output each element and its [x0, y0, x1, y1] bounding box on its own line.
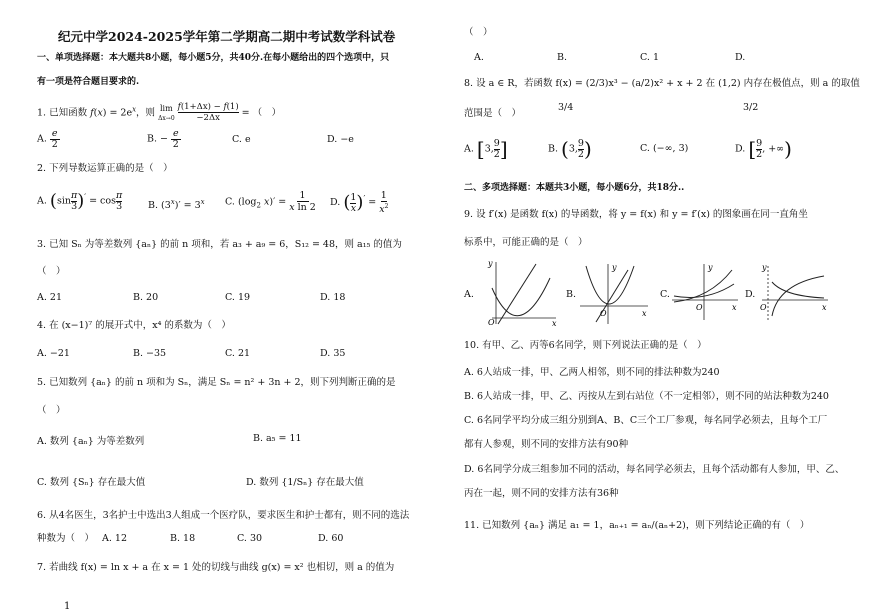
page-title: 纪元中学2024-2025学年第二学期高二期中考试数学科试卷	[58, 29, 396, 44]
q3-paren: （ ）	[37, 266, 66, 277]
q9-line1: 9. 设 f′(x) 是函数 f(x) 的导函数，将 y = f(x) 和 y = f′(x) 的图象画在同一直角坐	[464, 209, 808, 220]
q4-option-c[interactable]: C. 21	[225, 348, 251, 359]
q10-option-c-line2: 都有人参观，则不同的安排方法有90种	[464, 439, 629, 450]
q5-option-a[interactable]: A. 数列 {aₙ} 为等差数列	[37, 436, 145, 447]
q2-option-d[interactable]: D. $(\frac{1}{x})' = 1$ $x^2$	[330, 190, 389, 216]
q10-option-c-line1[interactable]: C. 6名同学平均分成三组分别到A、B、C三个工厂参观，每名同学必须去，且每个工厂	[464, 415, 828, 426]
q10-stem: 10. 有甲、乙、丙等6名同学，则下列说法正确的是（ ）	[464, 340, 707, 351]
q1-option-a[interactable]: A. e 2	[37, 128, 58, 150]
q6-option-b[interactable]: B. 18	[170, 533, 196, 544]
q3-option-a[interactable]: A. 21	[37, 292, 62, 303]
q7-option-c[interactable]: C. 1	[640, 52, 660, 63]
q9-option-c-label[interactable]: C.	[660, 289, 670, 300]
q4-option-b[interactable]: B. −35	[133, 348, 167, 359]
q8-float-fraction-1: 3/4	[558, 102, 574, 113]
q9-d-x-label: x	[822, 303, 827, 312]
q9-a-origin: O	[488, 318, 495, 327]
q9-d-origin: O	[760, 303, 767, 312]
q5-option-b[interactable]: B. a₅ = 11	[253, 433, 302, 444]
q11-stem: 11. 已知数列 {aₙ} 满足 a₁ = 1，aₙ₊₁ = aₙ/(aₙ+2)，则下列结论正确的有（ ）	[464, 520, 810, 531]
q6-line2: 种数为（ ）	[37, 533, 95, 544]
q9-d-y-label: y	[762, 263, 767, 272]
q2-option-b[interactable]: B. $(3^x)' = 3^x$	[148, 198, 205, 212]
q3-option-b[interactable]: B. 20	[133, 292, 159, 303]
q5-option-c[interactable]: C. 数列 {Sₙ} 存在最大值	[37, 477, 146, 488]
q9-graph-b[interactable]	[578, 262, 650, 326]
q5-stem: 5. 已知数列 {aₙ} 的前 n 项和为 Sₙ，满足 Sₙ = n² + 3n + 2，则下列判断正确的是	[37, 377, 396, 388]
q10-option-a[interactable]: A. 6人站成一排，甲、乙两人相邻，则不同的排法种数为240	[464, 367, 720, 378]
q2-option-a[interactable]: A. (sinπ 3)′ = cosπ 3	[37, 190, 123, 212]
q2-option-c[interactable]: C. ($\log_2$ x)′ = 1 x ln 2	[225, 190, 316, 213]
q9-option-a-label[interactable]: A.	[464, 289, 474, 300]
q9-c-origin: O	[696, 303, 703, 312]
q3-stem: 3. 已知 Sₙ 为等差数列 {aₙ} 的前 n 项和，若 a₃ + a₉ = 6，S₁₂ = 48，则 a₁₅ 的值为	[37, 239, 402, 250]
q9-b-x-label: x	[642, 309, 647, 318]
q9-a-x-label: x	[552, 319, 557, 328]
q4-option-a[interactable]: A. −21	[37, 348, 70, 359]
q9-b-y-label: y	[612, 263, 617, 272]
q9-option-d-label[interactable]: D.	[745, 289, 756, 300]
q6-option-c[interactable]: C. 30	[237, 533, 263, 544]
q1-option-c[interactable]: C. e	[232, 134, 251, 145]
page-number: 1	[64, 601, 71, 612]
section1-heading-line2: 有一项是符合题目要求的.	[37, 77, 140, 87]
q10-option-d-line2: 丙在一起，则不同的安排方法有36种	[464, 488, 619, 499]
q1-option-d[interactable]: D. −e	[327, 134, 354, 145]
q9-graph-d[interactable]	[758, 262, 830, 322]
q2-stem: 2. 下列导数运算正确的是（ ）	[37, 163, 173, 174]
q4-option-d[interactable]: D. 35	[320, 348, 346, 359]
q8-float-fraction-2: 3/2	[743, 102, 759, 113]
q10-option-b[interactable]: B. 6人站成一排，甲、乙、丙按从左到右站位（不一定相邻），则不同的站法种数为240	[464, 391, 829, 402]
q9-graph-c[interactable]	[670, 262, 740, 322]
q7-option-a[interactable]: A.	[474, 52, 484, 63]
q8-option-c[interactable]: C. (−∞, 3)	[640, 143, 689, 154]
q7-stem: 7. 若曲线 f(x) = ln x + a 在 x = 1 处的切线与曲线 g(x) = x² 也相切，则 a 的值为	[37, 562, 395, 573]
q5-paren: （ ）	[37, 405, 66, 416]
q8-option-a[interactable]: A. [3,9 2]	[464, 137, 508, 161]
q9-b-origin: O	[600, 309, 607, 318]
q6-option-a[interactable]: A. 12	[102, 533, 127, 544]
q9-c-y-label: y	[708, 263, 713, 272]
q8-line2: 范围是（ ）	[464, 108, 522, 119]
q9-line2: 标系中，可能正确的是（ ）	[464, 237, 588, 248]
q6-option-d[interactable]: D. 60	[318, 533, 344, 544]
q10-option-d-line1[interactable]: D. 6名同学分成三组参加不同的活动，每名同学必须去，且每个活动都有人参加，甲、乙、	[464, 464, 845, 475]
q1-option-b[interactable]: B. − e 2	[147, 128, 179, 150]
q7-option-d[interactable]: D.	[735, 52, 746, 63]
q7-option-b[interactable]: B.	[557, 52, 568, 63]
q1-stem: 1. 已知函数 $f(x) = 2e^x$，则 lim Δx→0 f(1+Δx) − f(1) −2Δx = （ ）	[37, 102, 282, 123]
q9-a-y-label: y	[488, 259, 493, 268]
q8-line1: 8. 设 a ∈ R，若函数 f(x) = (2/3)x³ − (a/2)x² + x + 2 在 (1,2) 内存在极值点，则 a 的取值	[464, 78, 860, 89]
q7-paren: （ ）	[464, 27, 493, 38]
q6-line1: 6. 从4名医生，3名护士中选出3人组成一个医疗队，要求医生和护士都有，则不同的选法	[37, 510, 410, 521]
q8-option-b[interactable]: B. (3,9 2)	[548, 137, 592, 161]
q9-option-b-label[interactable]: B.	[566, 289, 577, 300]
q9-c-x-label: x	[732, 303, 737, 312]
q3-option-d[interactable]: D. 18	[320, 292, 346, 303]
q9-graph-a[interactable]	[478, 258, 558, 326]
section2-heading: 二、多项选择题：本题共3小题，每小题6分，共18分..	[464, 183, 685, 193]
q4-stem: 4. 在 (x−1)⁷ 的展开式中，x⁴ 的系数为（ ）	[37, 320, 231, 331]
section1-heading-line1: 一、单项选择题：本大题共8小题，每小题5分，共40分.在每小题给出的四个选项中，只	[37, 53, 390, 63]
q5-option-d[interactable]: D. 数列 {1/Sₙ} 存在最大值	[246, 477, 364, 488]
q3-option-c[interactable]: C. 19	[225, 292, 251, 303]
q8-option-d[interactable]: D. [9 2, +∞)	[735, 137, 792, 161]
